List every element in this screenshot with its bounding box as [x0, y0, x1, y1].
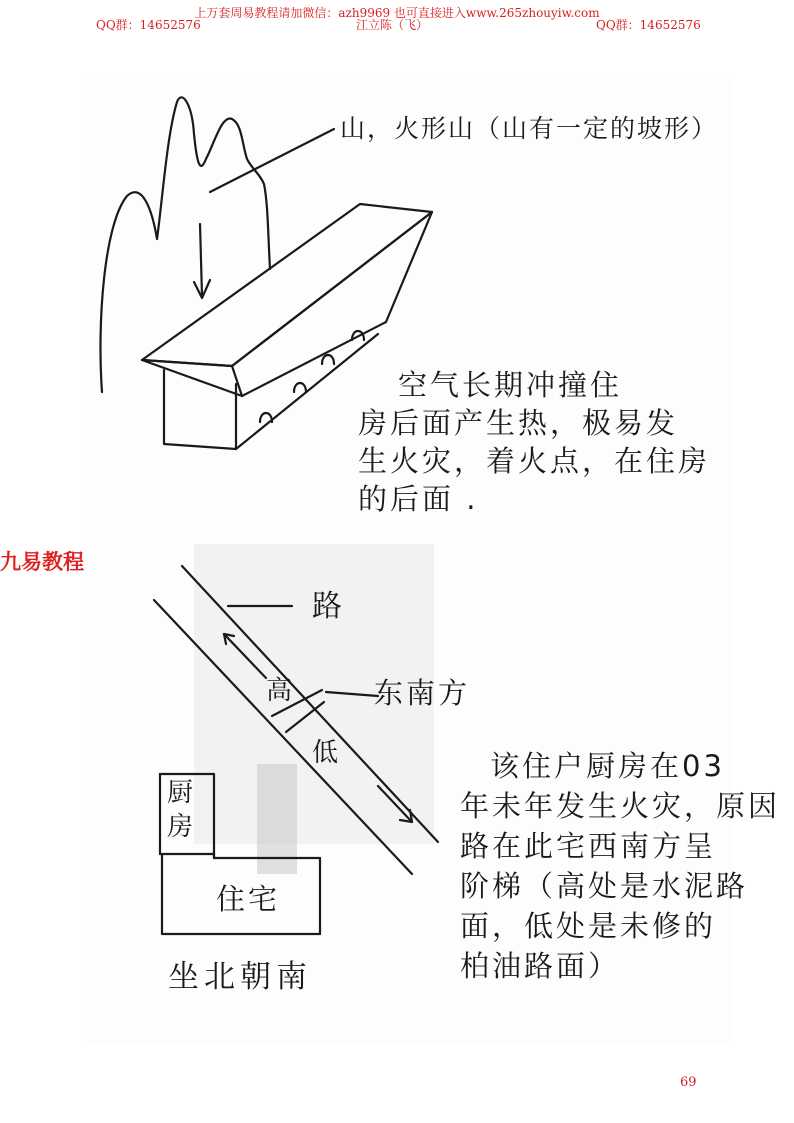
- facing-label: 坐北朝南: [168, 959, 312, 995]
- bottom-note-line: 阶梯（高处是水泥路: [460, 869, 749, 903]
- header-author: 江立陈（飞）: [356, 18, 429, 32]
- page-number: 69: [680, 1075, 697, 1090]
- top-note-line: 房后面产生热，极易发: [358, 406, 679, 440]
- top-note-line: 生火灾，着火点，在住房: [358, 444, 711, 478]
- watermark-logo: 九易教程: [0, 550, 84, 574]
- southeast-label: 东南方: [374, 676, 471, 710]
- header-qq-left: QQ群：14652576: [96, 18, 201, 32]
- bottom-note-line: 路在此宅西南方呈: [460, 829, 717, 863]
- top-note-line: 的后面 .: [358, 482, 479, 516]
- bottom-note-line: 面，低处是未修的: [460, 909, 717, 943]
- top-note-line: 空气长期冲撞住: [398, 368, 623, 402]
- bottom-note-line: 柏油路面）: [460, 949, 621, 983]
- top-note: [358, 366, 710, 518]
- bottom-note-line: 该住户厨房在03: [490, 749, 725, 783]
- bottom-note-line: 年未年发生火灾，原因: [460, 789, 781, 823]
- down-arrow: [200, 224, 202, 296]
- window-arch-3: [322, 355, 334, 364]
- bottom-note: [460, 746, 780, 986]
- scanned-page: [82, 74, 781, 1044]
- house-label: 住宅: [216, 882, 281, 916]
- low-label: 低: [312, 738, 342, 768]
- kitchen-label: 厨房: [167, 778, 194, 842]
- mountain-label: 山，火形山（山有一定的坡形）: [340, 114, 719, 143]
- roof-front-face: [142, 360, 242, 396]
- roof-top-face: [142, 204, 432, 366]
- mountain-leader-line: [210, 129, 334, 192]
- window-arch-2: [294, 383, 306, 392]
- road-label: 路: [312, 589, 345, 624]
- high-label: 高: [266, 676, 296, 706]
- mountain-outline: [100, 97, 270, 392]
- header-promo-line: 上万套周易教程请加微信：azh9969 也可直接进入www.265zhouyiw.com: [194, 6, 600, 20]
- header-qq-right: QQ群：14652576: [596, 18, 701, 32]
